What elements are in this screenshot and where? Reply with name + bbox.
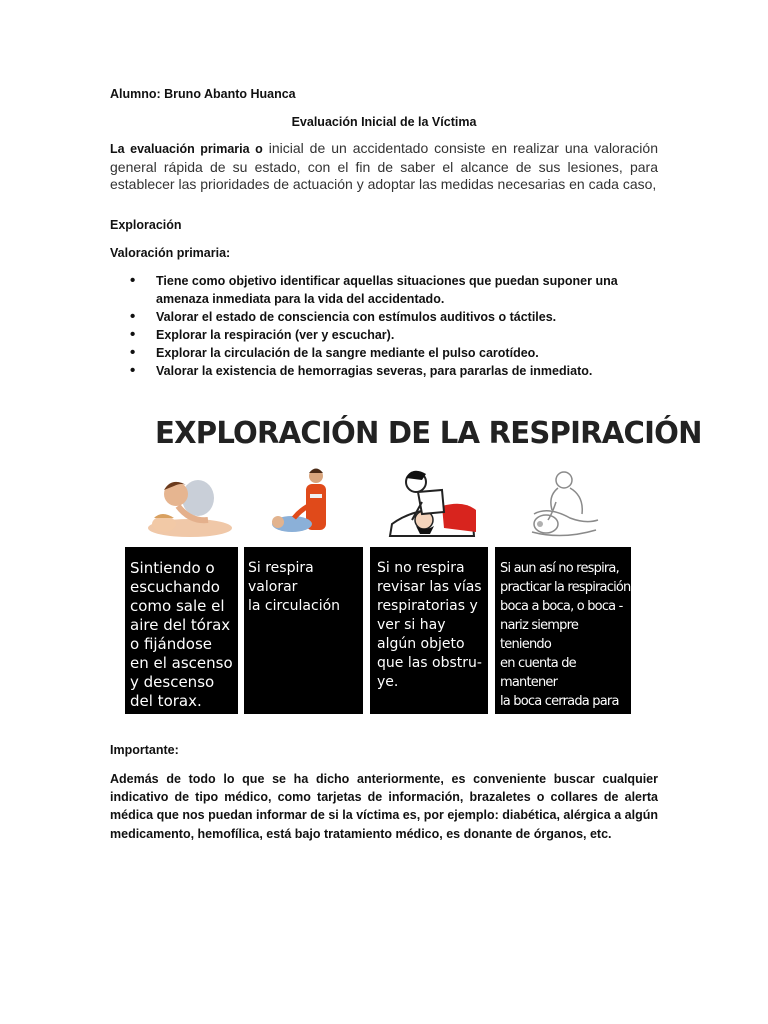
card-line: la boca cerrada para [500, 694, 619, 709]
card-line: evitar la salida del aire [500, 713, 629, 728]
card-line: Si no respira [377, 560, 465, 576]
pulse-check-illustration [258, 462, 358, 542]
info-card-airway [370, 547, 488, 714]
card-line: algún objeto [377, 636, 465, 652]
card-line: respiratorias y [377, 598, 478, 614]
card-line: y descenso [130, 673, 215, 691]
closing-paragraph: Además de todo lo que se ha dicho anteriormente, es conveniente buscar cualquier indicativo de tipo médico, como tarjetas de información, brazaletes o collares de alerta médica que nos puedan informar de si la víctima es, por ejemplo: diabética, alérgica a algún medicamento, hemofílica, está bajo tratamiento médico, es donante de órganos, etc. [110, 772, 658, 841]
mouth-to-mouth-illustration [512, 462, 612, 542]
card-line: ye. [377, 674, 399, 690]
card-line: Sintiendo o [130, 559, 215, 577]
card-line: que las obstru- [377, 655, 482, 671]
rescue-breathing-icon [512, 462, 612, 542]
info-card-rescue-breathing [495, 547, 631, 728]
info-card-listen [125, 547, 238, 714]
intro-text: inicial de un accidentado consiste en realizar una valoración general rápida de su estado, con el fin de saber el alcance de sus lesiones, para establecer las prioridades de actuación y adoptar las medidas necesarias en cada caso, [110, 140, 658, 193]
intro-bold-lead: La evaluación primaria o [110, 142, 263, 156]
paramedic-icon [258, 462, 358, 542]
document-title: Evaluación Inicial de la Víctima [291, 115, 477, 129]
rescuer-listening-icon [138, 462, 238, 542]
card-line: nariz siempre teniendo [500, 618, 579, 652]
list-item: • Valorar la existencia de hemorragias severas, para pararlas de inmediato. [110, 362, 658, 380]
intro-paragraph [110, 140, 658, 194]
section-heading-valoracion: Valoración primaria: [110, 246, 231, 260]
card-line: en cuenta de mantener [500, 656, 576, 690]
card-line: Si aun así no respira, [500, 561, 619, 576]
breathing-infographic [120, 410, 702, 728]
card-line: en el ascenso [130, 654, 233, 672]
list-item: • Tiene como objetivo identificar aquellas situaciones que puedan suponer una amenaza inmediata para la vida del accidentado. [110, 272, 658, 308]
card-line: como sale el [130, 597, 225, 615]
listening-breath-illustration [138, 462, 238, 542]
card-line: del torax. [130, 692, 202, 710]
section-heading-exploracion: Exploración [110, 218, 182, 232]
bullet-list [110, 272, 658, 380]
infographic-title: EXPLORACIÓN DE LA RESPIRACIÓN [155, 416, 702, 451]
card-line: aire del tórax [130, 616, 231, 634]
card-line: boca a boca, o boca - [500, 599, 623, 614]
section-heading-importante: Importante: [110, 743, 179, 757]
airway-check-illustration [382, 462, 482, 542]
list-item: • Explorar la circulación de la sangre mediante el pulso carotídeo. [110, 344, 658, 362]
airway-icon [382, 462, 482, 542]
list-item: • Explorar la respiración (ver y escuchar). [110, 326, 658, 344]
card-line: practicar la respiración [500, 580, 631, 595]
card-line: la circulación [248, 598, 341, 614]
card-line: escuchando [130, 578, 220, 596]
student-name: Alumno: Bruno Abanto Huanca [110, 87, 296, 101]
info-card-circulation [244, 547, 363, 714]
card-line: o fijándose [130, 635, 213, 653]
card-line: revisar las vías [377, 579, 482, 595]
card-line: Si respira valorar [248, 560, 314, 595]
list-item: • Valorar el estado de consciencia con estímulos auditivos o táctiles. [110, 308, 658, 326]
card-line: ver si hay [377, 617, 446, 633]
